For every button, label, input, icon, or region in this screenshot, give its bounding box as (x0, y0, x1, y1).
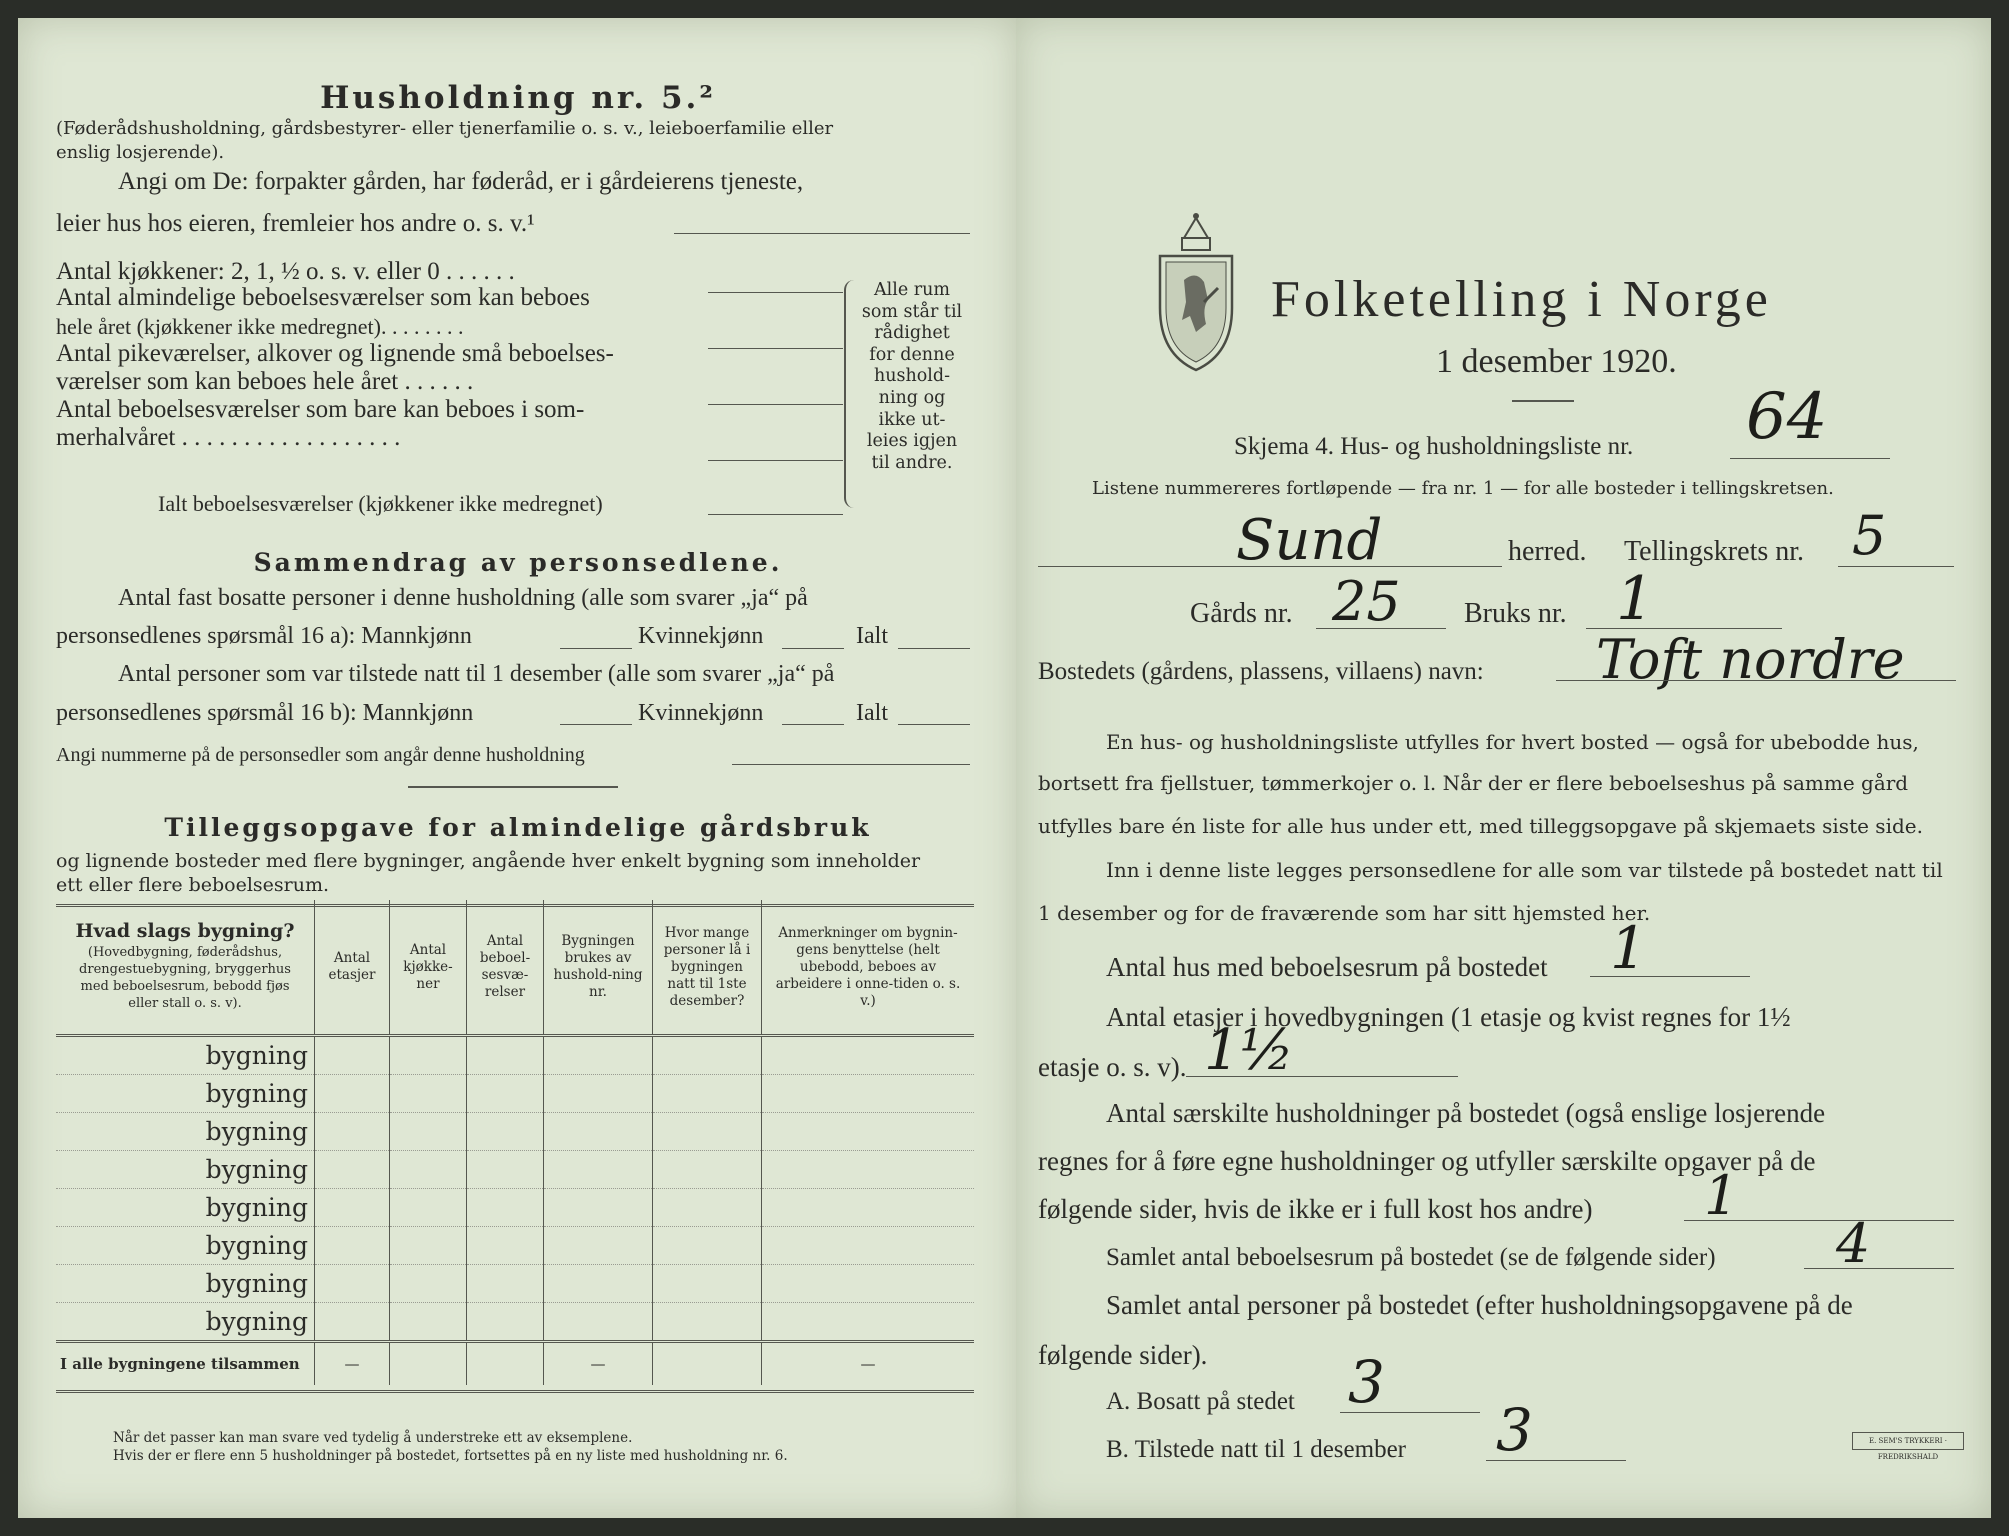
tilstede-label: B. Tilstede natt til 1 desember (1106, 1436, 1406, 1463)
rooms-line-6: Antal beboelsesværelser som bare kan beboes i som- (56, 396, 585, 423)
cell-kitchens (390, 1227, 467, 1265)
cell-remarks (762, 1113, 975, 1151)
total-remarks-dash: — (762, 1342, 975, 1386)
herred-value: Sund (1236, 508, 1383, 573)
total-rooms (467, 1342, 544, 1386)
cell-remarks (762, 1151, 975, 1189)
row-label: bygning (56, 1303, 315, 1342)
cell-kitchens (390, 1036, 467, 1075)
brace-note-line: rådighet (874, 323, 950, 344)
q1-label: Antal hus med beboelsesrum på bostedet (1106, 952, 1548, 982)
summary-line-1a: Antal fast bosatte personer i denne husholdning (alle som svarer „ja“ på (118, 585, 808, 611)
cell-remarks (762, 1189, 975, 1227)
cell-persons (653, 1303, 762, 1342)
table-row (56, 1227, 974, 1265)
form-title: Folketelling i Norge (1271, 271, 1772, 328)
cell-remarks (762, 1303, 975, 1342)
q2-label-a: Antal etasjer i hovedbygningen (1 etasje og kvist regnes for 1½ (1106, 1002, 1791, 1032)
col-header-building-sub: (Hovedbygning, føderådshus, drengestuebygning, bryggerhus med beboelsesrum, bebodd fjøs eller stall o. s. v). (79, 944, 291, 1011)
q3-label-c: følgende sider, hvis de ikke er i full kost hos andre) (1038, 1194, 1593, 1224)
angi-nummer-label: Angi nummerne på de personsedler som angår denne husholdning (56, 744, 585, 766)
ialt-1-line (898, 648, 970, 649)
cell-rooms (467, 1189, 544, 1227)
total-row (56, 1342, 974, 1386)
tilstede-line (1486, 1460, 1626, 1461)
rooms-line-1: Antal kjøkkener: 2, 1, ½ o. s. v. eller 0 . . . . . . (56, 258, 515, 285)
cell-rooms (467, 1113, 544, 1151)
cell-household (544, 1036, 653, 1075)
mann-2-line (560, 724, 632, 725)
tellingskrets-label: Tellingskrets nr. (1624, 536, 1805, 567)
ialt-2-line (898, 724, 970, 725)
rooms-answer-line (708, 348, 843, 349)
row-label: bygning (56, 1227, 315, 1265)
col-header-persons: Hvor mange personer lå i bygningen natt til 1ste desember? (653, 900, 762, 1036)
cell-household (544, 1151, 653, 1189)
rooms-line-3: hele året (kjøkkener ikke medregnet). . . . . . . . (56, 314, 464, 339)
left-page (18, 18, 1018, 1518)
rooms-line-5: værelser som kan beboes hele året . . . . . . (56, 368, 474, 395)
cell-household (544, 1227, 653, 1265)
cell-persons (653, 1075, 762, 1113)
brace-note-line: ikke ut- (878, 409, 946, 430)
cell-rooms (467, 1036, 544, 1075)
tillegg-title: Tilleggsopgave for almindelige gårdsbruk (164, 813, 872, 842)
summary-line-2b: personsedlenes spørsmål 16 b): Mannkjønn (56, 700, 474, 726)
printer-stamp: E. SEM'S TRYKKERI · FREDRIKSHALD (1852, 1432, 1964, 1450)
q2-label-b: etasje o. s. v). (1038, 1052, 1187, 1082)
cell-floors (315, 1189, 390, 1227)
cell-remarks (762, 1227, 975, 1265)
table-bottom-rule (56, 1390, 974, 1393)
angi-line-2: leier hus hos eieren, fremleier hos andre o. s. v.¹ (56, 210, 535, 237)
col-header-building-title: Hvad slags bygning? (75, 919, 295, 942)
row-label: bygning (56, 1075, 315, 1113)
q1-line (1590, 976, 1750, 977)
para-2: bortsett fra fjellstuer, tømmerkojer o. l. Når der er flere beboelseshus på samme gård (1038, 771, 1909, 795)
brace-note-line: hushold- (873, 366, 951, 387)
gards-line (1316, 628, 1446, 629)
bosted-value: Toft nordre (1596, 628, 1905, 691)
table-header-row (56, 900, 974, 1036)
intro-line-1: (Føderådshusholdning, gårdsbestyrer- eller tjenerfamilie o. s. v., leieboerfamilie eller (56, 118, 834, 139)
cell-persons (653, 1265, 762, 1303)
q2-line (1186, 1076, 1458, 1077)
brace-note-line: ning og (878, 387, 946, 408)
total-kitchens (390, 1342, 467, 1386)
row-label: bygning (56, 1265, 315, 1303)
para-4: Inn i denne liste legges personsedlene for alle som var tilstede på bostedet natt til (1106, 858, 1943, 882)
footnote-2: Hvis der er flere enn 5 husholdninger på bostedet, fortsettes på en ny liste med husholdning nr. 6. (113, 1448, 788, 1464)
summary-line-2a: Antal personer som var tilstede natt til 1 desember (alle som svarer „ja“ på (118, 661, 835, 687)
kitchens-answer-line (708, 292, 843, 293)
building-table (56, 900, 974, 1385)
cell-household (544, 1189, 653, 1227)
q2-value: 1½ (1204, 1018, 1294, 1083)
col-header-rooms: Antal beboel-sesvæ-relser (467, 900, 544, 1036)
angi-answer-line (674, 233, 970, 234)
col-header-kitchens: Antal kjøkke-ner (390, 900, 467, 1036)
tellingskrets-line (1838, 566, 1954, 567)
cell-rooms (467, 1075, 544, 1113)
cell-remarks (762, 1075, 975, 1113)
brace-note (856, 280, 968, 474)
skjema-label: Skjema 4. Hus- og husholdningsliste nr. (1234, 433, 1634, 460)
para-3: utfylles bare én liste for alle hus under ett, med tilleggsopgave på skjemaets siste side. (1038, 814, 1923, 838)
col-header-household: Bygningen brukes av hushold-ning nr. (544, 900, 653, 1036)
cell-persons (653, 1227, 762, 1265)
cell-floors (315, 1113, 390, 1151)
brace-note-line: leies igjen (866, 431, 958, 452)
listene-note: Listene nummereres fortløpende — fra nr. 1 — for alle bosteder i tellingskretsen. (1092, 478, 1834, 499)
kvinne-2-line (782, 724, 844, 725)
cell-floors (315, 1036, 390, 1075)
q5-label-b: følgende sider). (1038, 1340, 1208, 1370)
total-floors-dash: — (315, 1342, 390, 1386)
table-row (56, 1151, 974, 1189)
summary-line-1b: personsedlenes spørsmål 16 a): Mannkjønn (56, 623, 472, 649)
q4-line (1804, 1268, 1954, 1269)
tellingskrets-value: 5 (1852, 504, 1887, 567)
cell-rooms (467, 1265, 544, 1303)
cell-kitchens (390, 1303, 467, 1342)
mann-1-line (560, 648, 632, 649)
total-rooms-answer-line (708, 514, 843, 515)
q3-label-a: Antal særskilte husholdninger på bostedet (også enslige losjerende (1106, 1098, 1826, 1128)
norway-crest-icon (1156, 208, 1236, 378)
total-household-dash: — (544, 1342, 653, 1386)
footnote-1: Når det passer kan man svare ved tydelig å understreke ett av eksemplene. (113, 1430, 633, 1446)
herred-line (1038, 566, 1502, 567)
angi-line-1: Angi om De: forpakter gården, har føderåd, er i gårdeierens tjeneste, (118, 168, 804, 195)
table-row (56, 1075, 974, 1113)
cell-remarks (762, 1265, 975, 1303)
cell-household (544, 1265, 653, 1303)
total-rooms-label: Ialt beboelsesværelser (kjøkkener ikke medregnet) (158, 491, 603, 516)
row-label: bygning (56, 1113, 315, 1151)
herred-label: herred. (1508, 536, 1587, 567)
tilstede-value: 3 (1496, 1396, 1533, 1464)
gards-value: 25 (1332, 570, 1401, 633)
ialt-1-label: Ialt (856, 623, 888, 649)
kvinne-2-label: Kvinnekjønn (638, 700, 764, 726)
cell-persons (653, 1189, 762, 1227)
q1-value: 1 (1610, 914, 1647, 982)
table-row (56, 1265, 974, 1303)
cell-floors (315, 1075, 390, 1113)
brace-note-line: som står til (861, 301, 963, 322)
table-row (56, 1036, 974, 1075)
q3-value: 1 (1704, 1164, 1739, 1227)
cell-floors (315, 1303, 390, 1342)
form-date: 1 desember 1920. (1436, 343, 1677, 380)
cell-household (544, 1113, 653, 1151)
bosted-line (1556, 680, 1956, 681)
angi-nummer-line (732, 764, 970, 765)
section-divider (408, 786, 618, 788)
skjema-line (1730, 458, 1890, 459)
q4-value: 4 (1836, 1212, 1871, 1275)
tillegg-sub-1: og lignende bosteder med flere bygninger, angående hver enkelt bygning som inneholder (56, 850, 921, 872)
q4-label: Samlet antal beboelsesrum på bostedet (se de følgende sider) (1106, 1244, 1716, 1271)
row-label: bygning (56, 1189, 315, 1227)
tillegg-sub-2: ett eller flere beboelsesrum. (56, 874, 330, 896)
bruks-value: 1 (1616, 564, 1655, 634)
bosatt-line (1340, 1412, 1480, 1413)
rooms-line-4: Antal pikeværelser, alkover og lignende små beboelses- (56, 340, 614, 367)
bosatt-label: A. Bosatt på stedet (1106, 1388, 1295, 1415)
rooms-line-7: merhalvåret . . . . . . . . . . . . . . . . . . (56, 424, 401, 451)
date-divider (1512, 400, 1574, 402)
cell-floors (315, 1227, 390, 1265)
brace-note-line: for denne (869, 344, 955, 365)
para-5: 1 desember og for de fraværende som har sitt hjemsted her. (1038, 901, 1651, 925)
row-label: bygning (56, 1151, 315, 1189)
cell-household (544, 1303, 653, 1342)
row-label: bygning (56, 1036, 315, 1075)
kvinne-1-line (782, 648, 844, 649)
summer-rooms-answer-line (708, 460, 843, 461)
skjema-number: 64 (1746, 380, 1828, 454)
cell-rooms (467, 1151, 544, 1189)
cell-kitchens (390, 1189, 467, 1227)
brace (844, 280, 854, 508)
table-row (56, 1189, 974, 1227)
cell-household (544, 1075, 653, 1113)
brace-note-line: til andre. (871, 452, 953, 473)
cell-rooms (467, 1227, 544, 1265)
q3-label-b: regnes for å føre egne husholdninger og utfyller særskilte opgaver på de (1038, 1146, 1816, 1176)
brace-note-line: Alle rum (874, 280, 950, 300)
q3-line (1684, 1220, 1954, 1221)
ialt-2-label: Ialt (856, 700, 888, 726)
kvinne-1-label: Kvinnekjønn (638, 623, 764, 649)
cell-persons (653, 1151, 762, 1189)
cell-kitchens (390, 1151, 467, 1189)
household-title: Husholdning nr. 5.² (320, 80, 716, 116)
col-header-building (56, 900, 315, 1036)
para-1: En hus- og husholdningsliste utfylles for hvert bosted — også for ubebodde hus, (1106, 730, 1919, 754)
cell-kitchens (390, 1265, 467, 1303)
gards-label: Gårds nr. (1190, 598, 1293, 629)
right-page (1016, 18, 1991, 1518)
cell-floors (315, 1265, 390, 1303)
summary-title: Sammendrag av personsedlene. (253, 548, 783, 577)
total-row-label: I alle bygningene tilsammen (56, 1342, 315, 1386)
total-persons (653, 1342, 762, 1386)
q5-label-a: Samlet antal personer på bostedet (efter husholdningsopgavene på de (1106, 1290, 1853, 1320)
cell-kitchens (390, 1075, 467, 1113)
table-row (56, 1303, 974, 1342)
rooms-line-2: Antal almindelige beboelsesværelser som kan beboes (56, 284, 590, 311)
col-header-floors: Antal etasjer (315, 900, 390, 1036)
bosted-label: Bostedets (gårdens, plassens, villaens) navn: (1038, 658, 1484, 685)
cell-persons (653, 1113, 762, 1151)
col-header-remarks: Anmerkninger om bygnin-gens benyttelse (helt ubebodd, beboes av arbeidere i onne-tiden o. s. v.) (762, 900, 975, 1036)
cell-persons (653, 1036, 762, 1075)
cell-kitchens (390, 1113, 467, 1151)
cell-floors (315, 1151, 390, 1189)
cell-remarks (762, 1036, 975, 1075)
intro-line-2: enslig losjerende). (56, 142, 225, 163)
bruks-label: Bruks nr. (1464, 598, 1567, 629)
cell-rooms (467, 1303, 544, 1342)
bosatt-value: 3 (1348, 1348, 1385, 1416)
small-rooms-answer-line (708, 404, 843, 405)
table-row (56, 1113, 974, 1151)
